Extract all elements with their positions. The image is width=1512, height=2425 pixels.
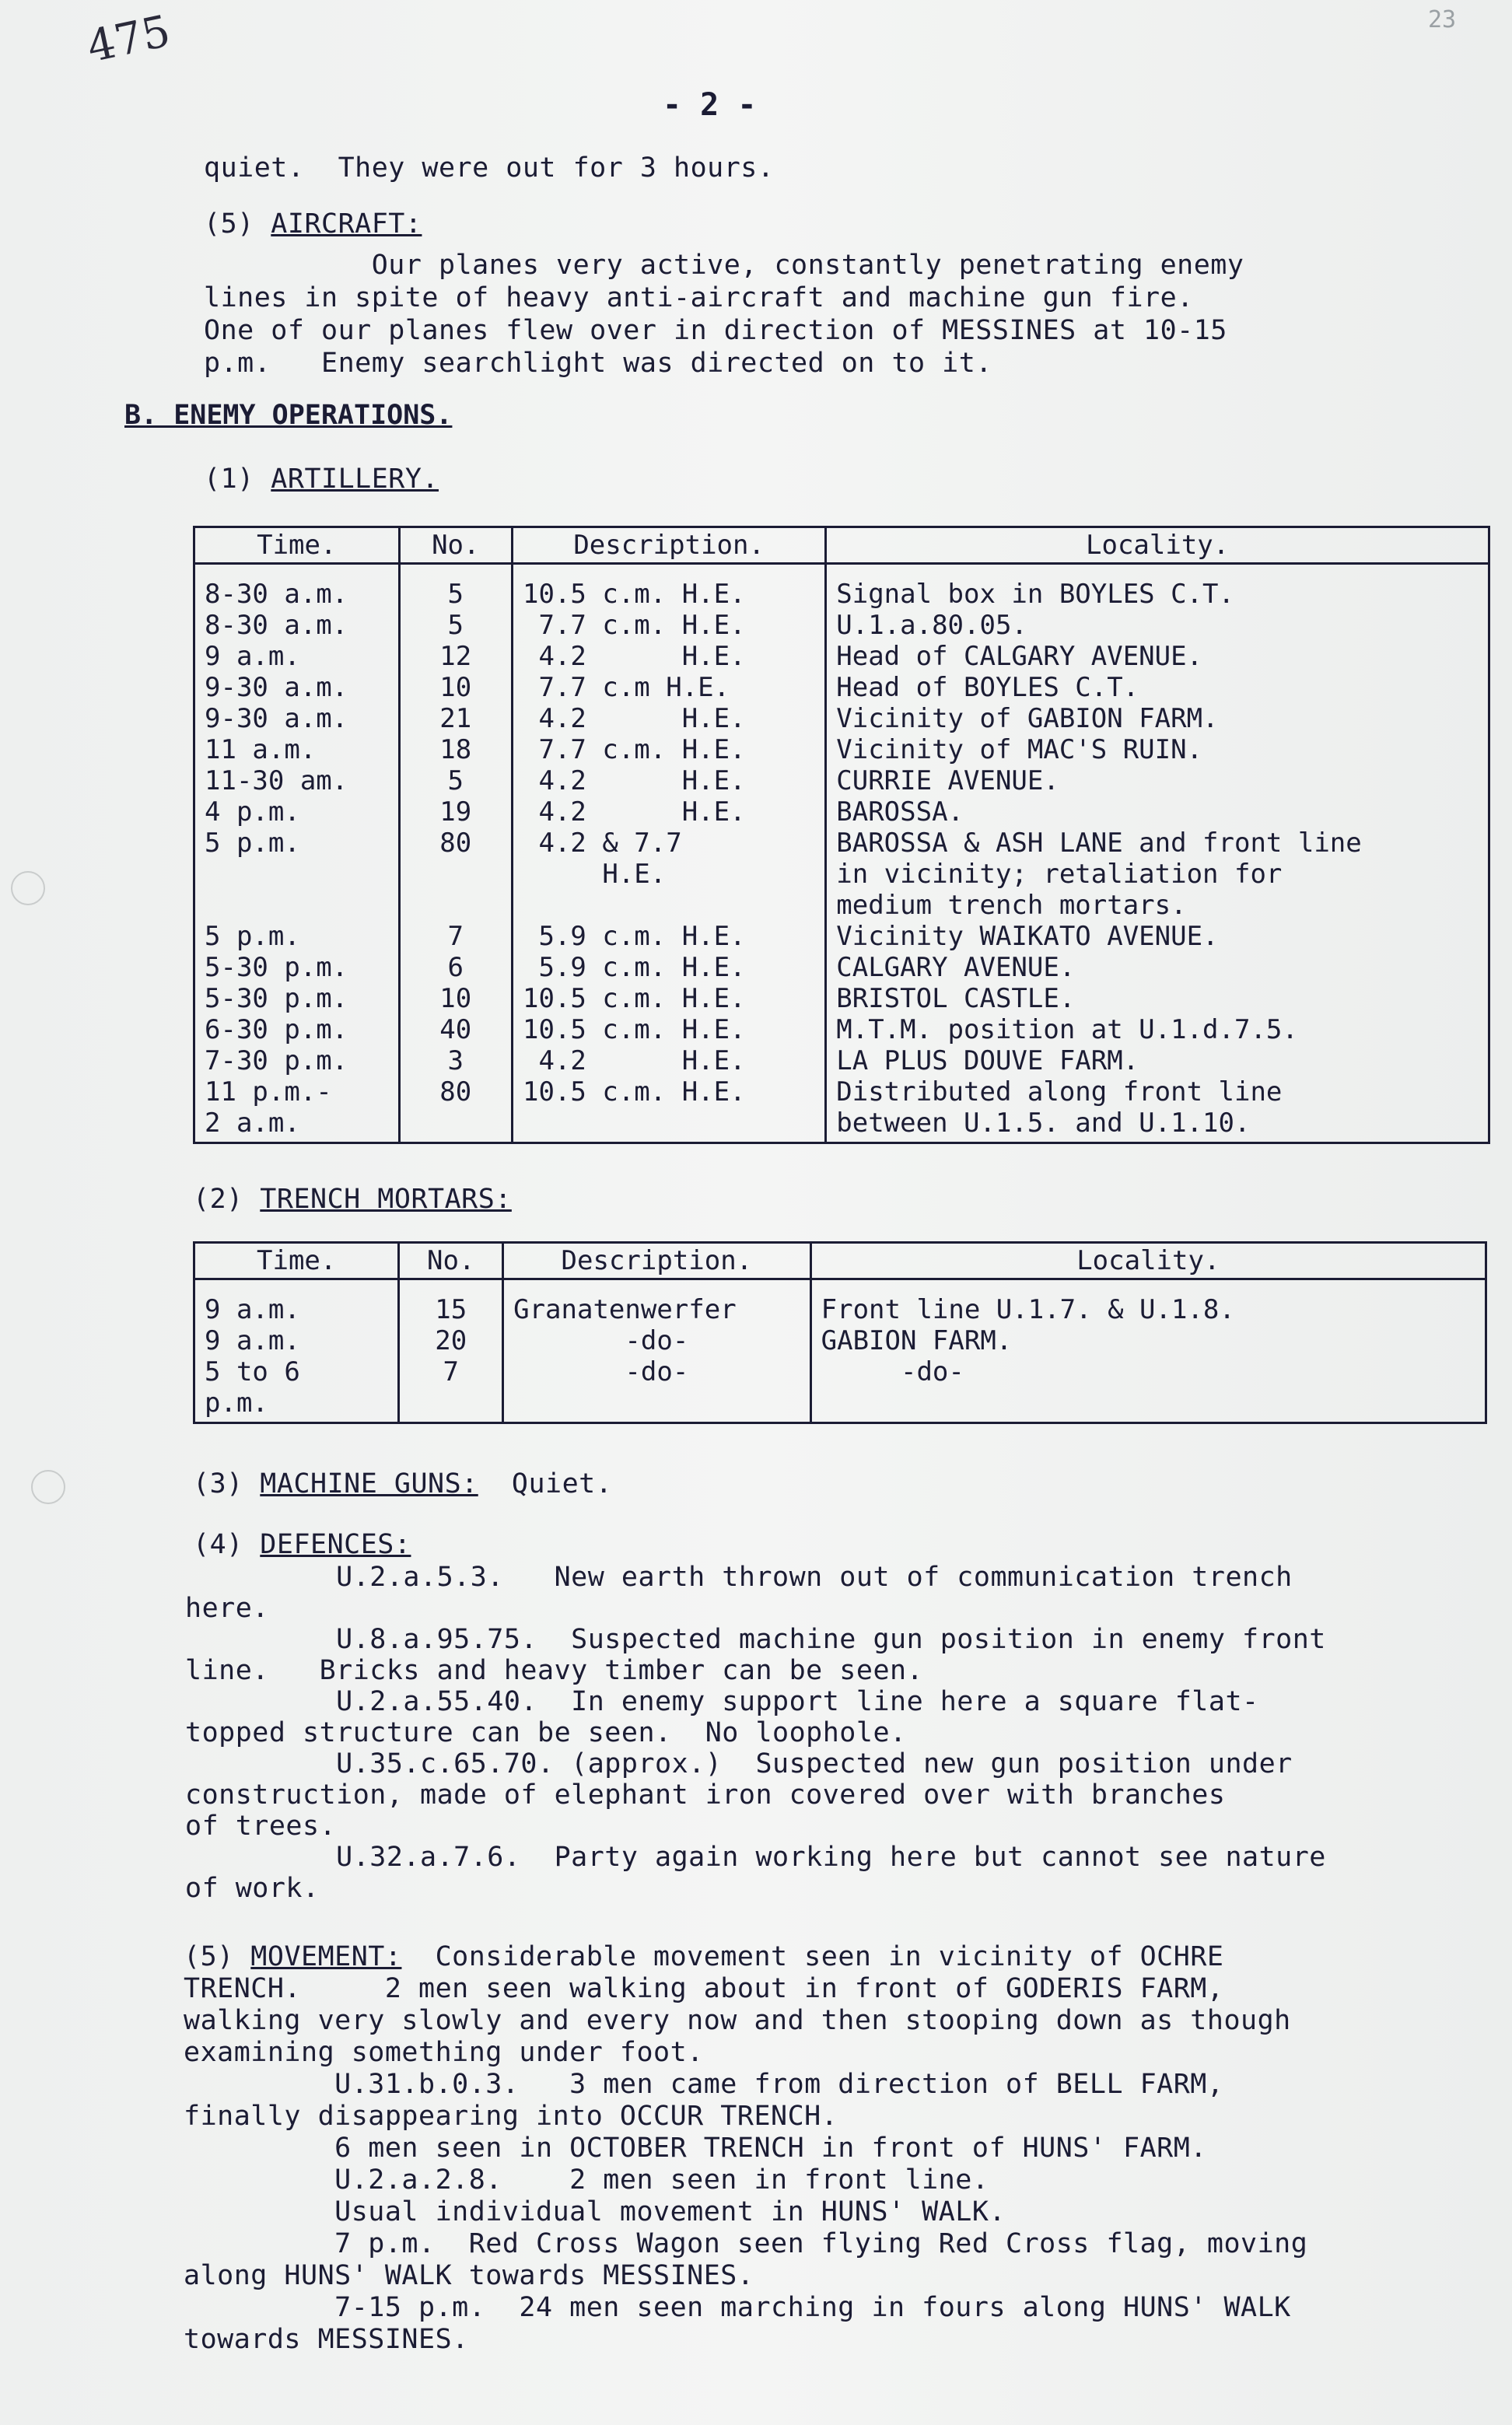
- cell-locality: BRISTOL CASTLE.: [826, 983, 1489, 1014]
- cell-time: 9-30 a.m.: [194, 703, 400, 734]
- cell-no: 20: [399, 1325, 503, 1356]
- machine-guns-heading: (3) MACHINE GUNS: Quiet.: [193, 1468, 613, 1499]
- table-row: [194, 952, 1489, 983]
- cell-locality: U.1.a.80.05.: [826, 610, 1489, 641]
- cell-locality: M.T.M. position at U.1.d.7.5.: [826, 1014, 1489, 1045]
- cell-time: 8-30 a.m.: [194, 610, 400, 641]
- cell-time: 4 p.m.: [194, 796, 400, 828]
- cell-time: 5-30 p.m.: [194, 952, 400, 983]
- cell-locality: Vicinity of GABION FARM.: [826, 703, 1489, 734]
- aircraft-paragraph: Our planes very active, constantly penetrating enemy lines in spite of heavy anti-aircraft and machine gun fire. One of our planes flew over in direction of MESSINES at 10-15 p.m. Enemy searchlight was directed on to it.: [204, 250, 1244, 379]
- cell-time: 5 to 6 p.m.: [194, 1356, 399, 1423]
- cell-locality: Vicinity of MAC'S RUIN.: [826, 734, 1489, 765]
- page-number: - 2 -: [663, 87, 757, 123]
- cell-description: -do-: [503, 1325, 811, 1356]
- cell-description: 4.2 H.E.: [513, 703, 826, 734]
- cell-locality: GABION FARM.: [810, 1325, 1486, 1356]
- cell-time: 9-30 a.m.: [194, 672, 400, 703]
- continued-text: quiet. They were out for 3 hours.: [204, 152, 775, 184]
- cell-time: 7-30 p.m.: [194, 1045, 400, 1076]
- cell-time: 9 a.m.: [194, 1325, 399, 1356]
- cell-no: 6: [399, 952, 512, 983]
- cell-no: 18: [399, 734, 512, 765]
- cell-description: 10.5 c.m. H.E.: [513, 1076, 826, 1143]
- column-header-time: Time.: [194, 1243, 399, 1279]
- corner-page-number: 23: [1428, 6, 1457, 33]
- cell-locality: CURRIE AVENUE.: [826, 765, 1489, 796]
- defences-heading: (4) DEFENCES:: [193, 1529, 411, 1560]
- cell-time: 5-30 p.m.: [194, 983, 400, 1014]
- cell-no: 21: [399, 703, 512, 734]
- cell-locality: BAROSSA.: [826, 796, 1489, 828]
- cell-no: 5: [399, 610, 512, 641]
- artillery-rows: [194, 564, 1489, 1143]
- artillery-heading: (1) ARTILLERY.: [204, 464, 439, 495]
- cell-locality: CALGARY AVENUE.: [826, 952, 1489, 983]
- cell-no: 5: [399, 564, 512, 611]
- cell-no: 3: [399, 1045, 512, 1076]
- table-row: [194, 1325, 1486, 1356]
- section-b-heading: B. ENEMY OPERATIONS.: [124, 400, 453, 431]
- cell-description: 7.7 c.m. H.E.: [513, 610, 826, 641]
- cell-description: 4.2 H.E.: [513, 641, 826, 672]
- cell-no: 19: [399, 796, 512, 828]
- cell-description: 10.5 c.m. H.E.: [513, 564, 826, 611]
- cell-time: 11 p.m.- 2 a.m.: [194, 1076, 400, 1143]
- punch-hole: [11, 871, 45, 905]
- cell-description: -do-: [503, 1356, 811, 1423]
- cell-time: 8-30 a.m.: [194, 564, 400, 611]
- cell-description: 4.2 H.E.: [513, 765, 826, 796]
- cell-description: Granatenwerfer: [503, 1279, 811, 1326]
- column-header-description: Description.: [513, 527, 826, 564]
- handwritten-folio-number: 475: [82, 5, 175, 73]
- movement-paragraph: (5) MOVEMENT: Considerable movement seen in vicinity of OCHRE TRENCH. 2 men seen walking about in front of GODERIS FARM, walking very slowly and every now and then stooping down as though examining something under foot. U.31.b.0.3. 3 men came from direction of BELL FARM, finally disappearing into OCCUR TRENCH. 6 men seen in OCTOBER TRENCH in front of HUNS' FARM. U.2.a.2.8. 2 men seen in front line. Usual individual movement in HUNS' WALK. 7 p.m. Red Cross Wagon seen flying Red Cross flag, moving along HUNS' WALK towards MESSINES. 7-15 p.m. 24 men seen marching in fours along HUNS' WALK towards MESSINES.: [184, 1941, 1308, 2355]
- column-header-time: Time.: [194, 527, 400, 564]
- cell-time: 5 p.m.: [194, 828, 400, 921]
- cell-description: 10.5 c.m. H.E.: [513, 1014, 826, 1045]
- column-header-locality: Locality.: [810, 1243, 1486, 1279]
- cell-description: 10.5 c.m. H.E.: [513, 983, 826, 1014]
- table-row: [194, 734, 1489, 765]
- table-row: [194, 765, 1489, 796]
- trench-mortars-rows: [194, 1279, 1486, 1423]
- column-header-no: No.: [399, 527, 512, 564]
- cell-locality: Signal box in BOYLES C.T.: [826, 564, 1489, 611]
- cell-locality: Vicinity WAIKATO AVENUE.: [826, 921, 1489, 952]
- cell-no: 10: [399, 983, 512, 1014]
- table-row: [194, 1014, 1489, 1045]
- cell-description: 7.7 c.m. H.E.: [513, 734, 826, 765]
- table-row: [194, 641, 1489, 672]
- cell-locality: Head of BOYLES C.T.: [826, 672, 1489, 703]
- cell-description: 4.2 H.E.: [513, 1045, 826, 1076]
- cell-description: 4.2 H.E.: [513, 796, 826, 828]
- cell-description: 5.9 c.m. H.E.: [513, 952, 826, 983]
- table-row: [194, 672, 1489, 703]
- table-row: [194, 983, 1489, 1014]
- cell-locality: Distributed along front line between U.1.5. and U.1.10.: [826, 1076, 1489, 1143]
- table-row: [194, 1356, 1486, 1423]
- defences-paragraph: U.2.a.5.3. New earth thrown out of communication trench here. U.8.a.95.75. Suspected machine gun position in enemy front line. Bricks and heavy timber can be seen. U.2.a.55.40. In enemy support line here a square flat- topped structure can be seen. No loophole. U.35.c.65.70. (approx.) Suspected new gun position under construction, made of elephant iron covered over with branches of trees. U.32.a.7.6. Party again working here but cannot see nature of work.: [185, 1562, 1326, 1904]
- table-row: [194, 921, 1489, 952]
- cell-no: 7: [399, 1356, 503, 1423]
- cell-no: 15: [399, 1279, 503, 1326]
- cell-no: 5: [399, 765, 512, 796]
- cell-no: 10: [399, 672, 512, 703]
- cell-no: 40: [399, 1014, 512, 1045]
- column-header-no: No.: [399, 1243, 503, 1279]
- cell-no: 12: [399, 641, 512, 672]
- cell-locality: BAROSSA & ASH LANE and front line in vicinity; retaliation for medium trench mortars.: [826, 828, 1489, 921]
- column-header-description: Description.: [503, 1243, 811, 1279]
- table-row: [194, 1076, 1489, 1143]
- cell-time: 5 p.m.: [194, 921, 400, 952]
- table-row: [194, 564, 1489, 611]
- cell-locality: -do-: [810, 1356, 1486, 1423]
- punch-hole: [31, 1470, 65, 1504]
- cell-time: 9 a.m.: [194, 641, 400, 672]
- cell-locality: Front line U.1.7. & U.1.8.: [810, 1279, 1486, 1326]
- table-row: [194, 703, 1489, 734]
- table-row: [194, 1279, 1486, 1326]
- cell-time: 11-30 am.: [194, 765, 400, 796]
- trench-mortars-heading: (2) TRENCH MORTARS:: [193, 1184, 512, 1215]
- cell-no: 80: [399, 1076, 512, 1143]
- table-row: [194, 796, 1489, 828]
- cell-no: 7: [399, 921, 512, 952]
- cell-time: 9 a.m.: [194, 1279, 399, 1326]
- cell-time: 6-30 p.m.: [194, 1014, 400, 1045]
- column-header-locality: Locality.: [826, 527, 1489, 564]
- cell-description: 4.2 & 7.7 H.E.: [513, 828, 826, 921]
- cell-no: 80: [399, 828, 512, 921]
- table-row: [194, 828, 1489, 921]
- cell-description: 7.7 c.m H.E.: [513, 672, 826, 703]
- cell-time: 11 a.m.: [194, 734, 400, 765]
- cell-description: 5.9 c.m. H.E.: [513, 921, 826, 952]
- aircraft-heading: (5) AIRCRAFT:: [204, 208, 422, 240]
- table-row: [194, 1045, 1489, 1076]
- artillery-table: [193, 526, 1490, 1144]
- table-row: [194, 610, 1489, 641]
- trench-mortars-table: [193, 1241, 1487, 1424]
- cell-locality: Head of CALGARY AVENUE.: [826, 641, 1489, 672]
- cell-locality: LA PLUS DOUVE FARM.: [826, 1045, 1489, 1076]
